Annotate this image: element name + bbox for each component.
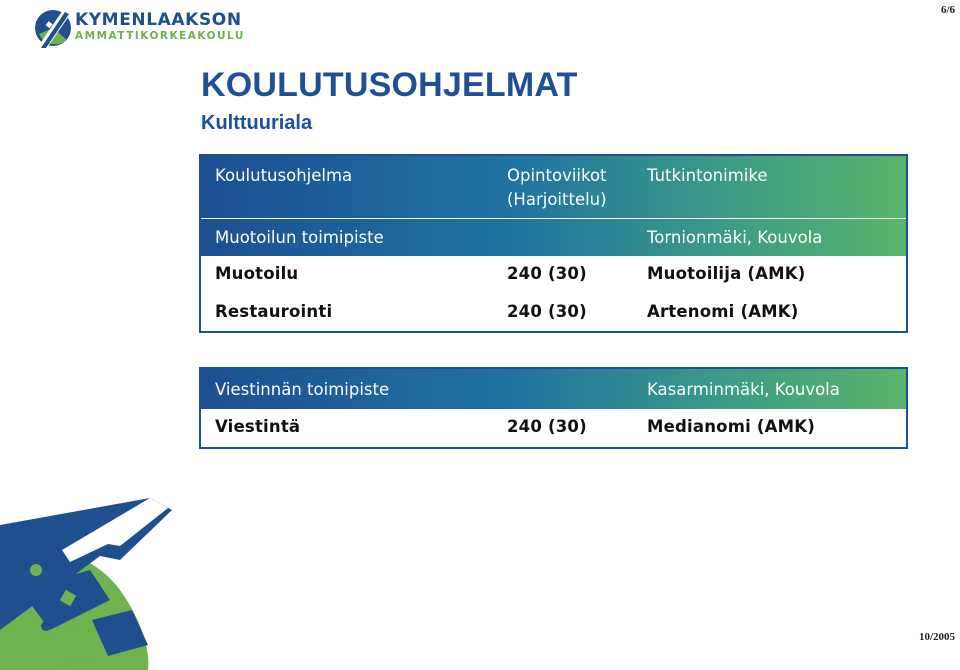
table-row — [201, 294, 906, 332]
location-row — [201, 369, 906, 409]
location-name: Muotoilun toimipiste — [215, 228, 384, 247]
location-row — [201, 218, 906, 256]
program-name: Viestintä — [215, 417, 301, 436]
header-credits-sub: (Harjoittelu) — [507, 190, 607, 209]
program-credits: 240 (30) — [507, 302, 587, 321]
footer-date: 10/2005 — [918, 631, 955, 643]
header-credits: Opintoviikot — [507, 166, 607, 185]
program-credits: 240 (30) — [507, 264, 587, 283]
table-row — [201, 409, 906, 447]
logo-emblem-icon — [33, 4, 73, 50]
program-degree: Muotoilija (AMK) — [647, 264, 806, 283]
header-program: Koulutusohjelma — [215, 166, 353, 185]
decorative-emblem-icon — [0, 480, 200, 670]
programs-table-design — [199, 154, 908, 333]
logo-name: KYMENLAAKSON — [75, 10, 242, 30]
program-degree: Artenomi (AMK) — [647, 302, 799, 321]
location-place: Tornionmäki, Kouvola — [647, 228, 823, 247]
program-name: Restaurointi — [215, 302, 333, 321]
page-number: 6/6 — [940, 4, 955, 16]
table-header-row — [201, 156, 906, 218]
location-name: Viestinnän toimipiste — [215, 380, 390, 399]
programs-table-communication — [199, 367, 908, 449]
school-logo — [33, 4, 245, 50]
header-degree: Tutkintonimike — [647, 166, 768, 185]
logo-subtitle: AMMATTIKORKEAKOULU — [75, 30, 245, 42]
program-name: Muotoilu — [215, 264, 299, 283]
location-place: Kasarminmäki, Kouvola — [647, 380, 840, 399]
table-row — [201, 256, 906, 294]
page-title: KOULUTUSOHJELMAT — [201, 66, 578, 104]
program-degree: Medianomi (AMK) — [647, 417, 815, 436]
program-credits: 240 (30) — [507, 417, 587, 436]
page-subtitle: Kulttuuriala — [201, 112, 313, 134]
